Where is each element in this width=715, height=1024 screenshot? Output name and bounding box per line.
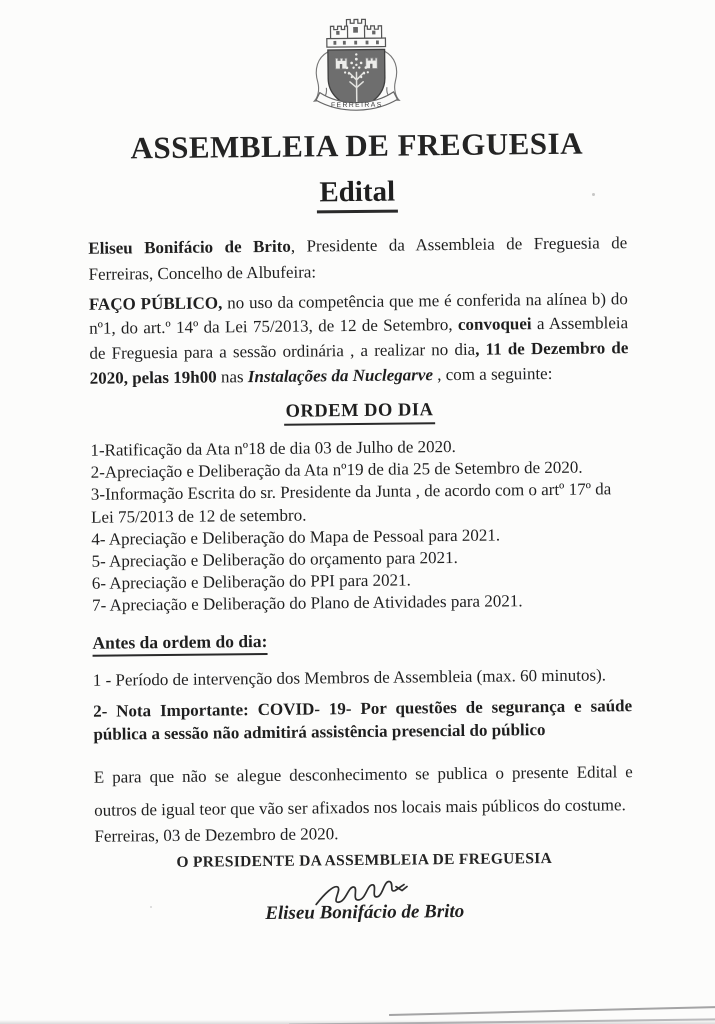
venue-name: Instalações da Nuclegarve	[247, 364, 434, 386]
agenda-heading-text: ORDEM DO DIA	[283, 400, 435, 426]
convoquei-bold: convoquei	[457, 314, 532, 335]
scan-speck	[592, 193, 595, 196]
agenda-item-5: 5- Apreciação e Deliberação do orçamento para 2021.	[91, 547, 458, 571]
doc-title-text: Edital	[316, 176, 398, 214]
convocation-text-4: , com a seguinte:	[432, 363, 553, 384]
doc-title	[88, 173, 627, 216]
org-title: ASSEMBLEIA DE FREGUESIA	[130, 125, 584, 166]
convocation-text-3: nas	[216, 366, 248, 387]
before-agenda-heading-text: Antes da ordem do dia:	[92, 631, 267, 657]
intro-paragraph	[88, 230, 628, 288]
convocation-text-1: no uso da competência que me é conferida na alínea b) do nº1, do art.º 14º da Lei 75/2013, de 12 de Setembro,	[89, 288, 628, 339]
convocation-paragraph	[89, 287, 629, 391]
before-agenda-item-2-covid-note: 2- Nota Importante: COVID- 19- Por questões de segurança e saúde pública a sessão não admitirá assistência presencial do público	[93, 696, 633, 744]
dateline: Ferreiras, 03 de Dezembro de 2020.	[94, 824, 339, 846]
closing-paragraph: E para que não se alegue desconhecimento se publica o presente Edital e outros de igual teor que vão ser afixados nos locais mais públicos do costume.	[93, 762, 633, 820]
signature-block	[95, 869, 635, 927]
signer-title: O PRESIDENTE DA ASSEMBLEIA DE FREGUESIA	[176, 850, 553, 872]
crest-graphic	[292, 9, 419, 114]
agenda-item-3: 3-Informação Escrita do sr. Presidente da Junta , de acordo com o artº 17º da Lei 75/2013 de 12 de setembro.	[90, 479, 612, 527]
agenda-list	[90, 434, 631, 616]
agenda-item-6: 6- Apreciação e Deliberação do PPI para 2021.	[91, 570, 411, 593]
convocation-text-2: a Assembleia de Freguesia para a sessão ordinária , a realizar no dia	[89, 313, 629, 363]
before-agenda-item-1: 1 - Período de intervenção dos Membros de Assembleia (max. 60 minutos).	[92, 665, 607, 690]
before-agenda-heading	[92, 627, 631, 657]
agenda-item-2: 2-Apreciação e Deliberação da Ata nº19 de dia 25 de Setembro de 2020.	[90, 457, 583, 483]
signature-name: Eliseu Bonifácio de Brito	[265, 901, 465, 925]
agenda-heading	[90, 397, 629, 428]
intro-rest: , Presidente da Assembleia de Freguesia de Ferreiras, Concelho de Albufeira:	[88, 233, 628, 285]
agenda-item-4: 4- Apreciação e Deliberação do Mapa de Pessoal para 2021.	[91, 525, 501, 549]
agenda-item-1: 1-Ratificação da Ata nº18 de dia 03 de Julho de 2020.	[90, 437, 456, 461]
scan-bottom-shade	[0, 1020, 715, 1024]
president-name: Eliseu Bonifácio de Brito	[88, 236, 291, 258]
scan-speck	[150, 906, 152, 908]
banner-text: FERREIRAS	[330, 101, 383, 110]
ferreiras-coat-of-arms	[292, 9, 419, 114]
faco-publico-lead: FAÇO PÚBLICO,	[88, 293, 223, 314]
agenda-item-7: 7- Apreciação e Deliberação do Plano de Atividades para 2021.	[91, 591, 523, 615]
session-date-bold: , 11 de Dezembro de 2020, pelas 19h00	[89, 338, 629, 388]
